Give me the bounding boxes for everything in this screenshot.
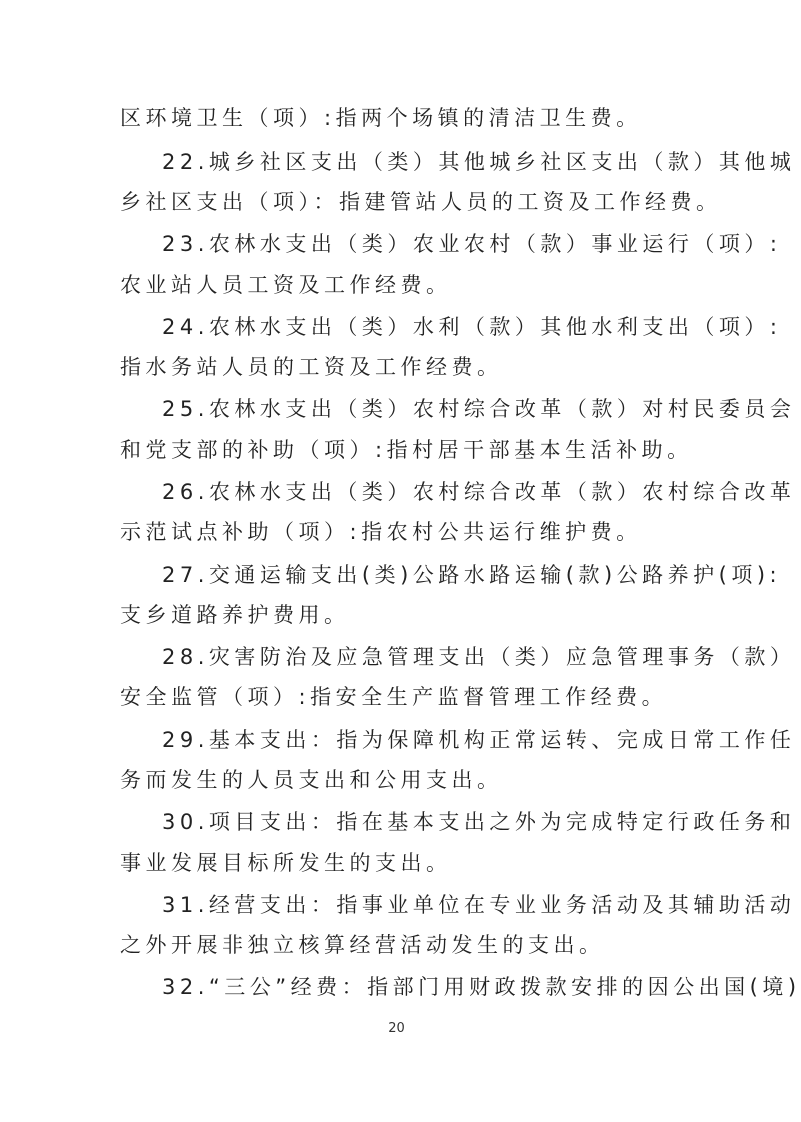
text-line-8: 25.农林水支出（类）农村综合改革（款）对村民委员会 (162, 397, 796, 421)
text-line-21: 之外开展非独立核算经营活动发生的支出。 (120, 933, 605, 957)
text-line-3: 乡社区支出（项）：指建管站人员的工资及工作经费。 (120, 190, 722, 214)
text-line-17: 务而发生的人员支出和公用支出。 (120, 768, 503, 792)
text-line-9: 和党支部的补助（项）:指村居干部基本生活补助。 (120, 438, 693, 462)
page-number: 20 (388, 1021, 405, 1036)
text-line-13: 支乡道路养护费用。 (120, 603, 350, 627)
text-line-18: 30.项目支出：指在基本支出之外为完成特定行政任务和 (162, 810, 796, 834)
text-line-16: 29.基本支出：指为保障机构正常运转、完成日常工作任 (162, 728, 796, 752)
text-line-15: 安全监管（项）:指安全生产监督管理工作经费。 (120, 685, 668, 709)
text-line-2: 22.城乡社区支出（类）其他城乡社区支出（款）其他城 (162, 150, 796, 174)
text-line-22: 32.“三公”经费：指部门用财政拨款安排的因公出国(境) (162, 975, 801, 999)
text-line-20: 31.经营支出：指事业单位在专业业务活动及其辅助活动 (162, 893, 796, 917)
text-line-7: 指水务站人员的工资及工作经费。 (120, 355, 503, 379)
text-line-10: 26.农林水支出（类）农村综合改革（款）农村综合改革 (162, 480, 796, 504)
text-line-11: 示范试点补助（项）:指农村公共运行维护费。 (120, 520, 642, 544)
text-line-5: 农业站人员工资及工作经费。 (120, 273, 452, 297)
text-line-19: 事业发展目标所发生的支出。 (120, 851, 452, 875)
text-line-14: 28.灾害防治及应急管理支出（类）应急管理事务（款） (162, 645, 796, 669)
text-line-12: 27.交通运输支出(类)公路水路运输(款)公路养护(项): (162, 563, 782, 587)
text-line-1: 区环境卫生（项）:指两个场镇的清洁卫生费。 (120, 106, 642, 130)
text-line-6: 24.农林水支出（类）水利（款）其他水利支出（项）: (162, 315, 782, 339)
text-line-4: 23.农林水支出（类）农业农村（款）事业运行（项）: (162, 232, 782, 256)
